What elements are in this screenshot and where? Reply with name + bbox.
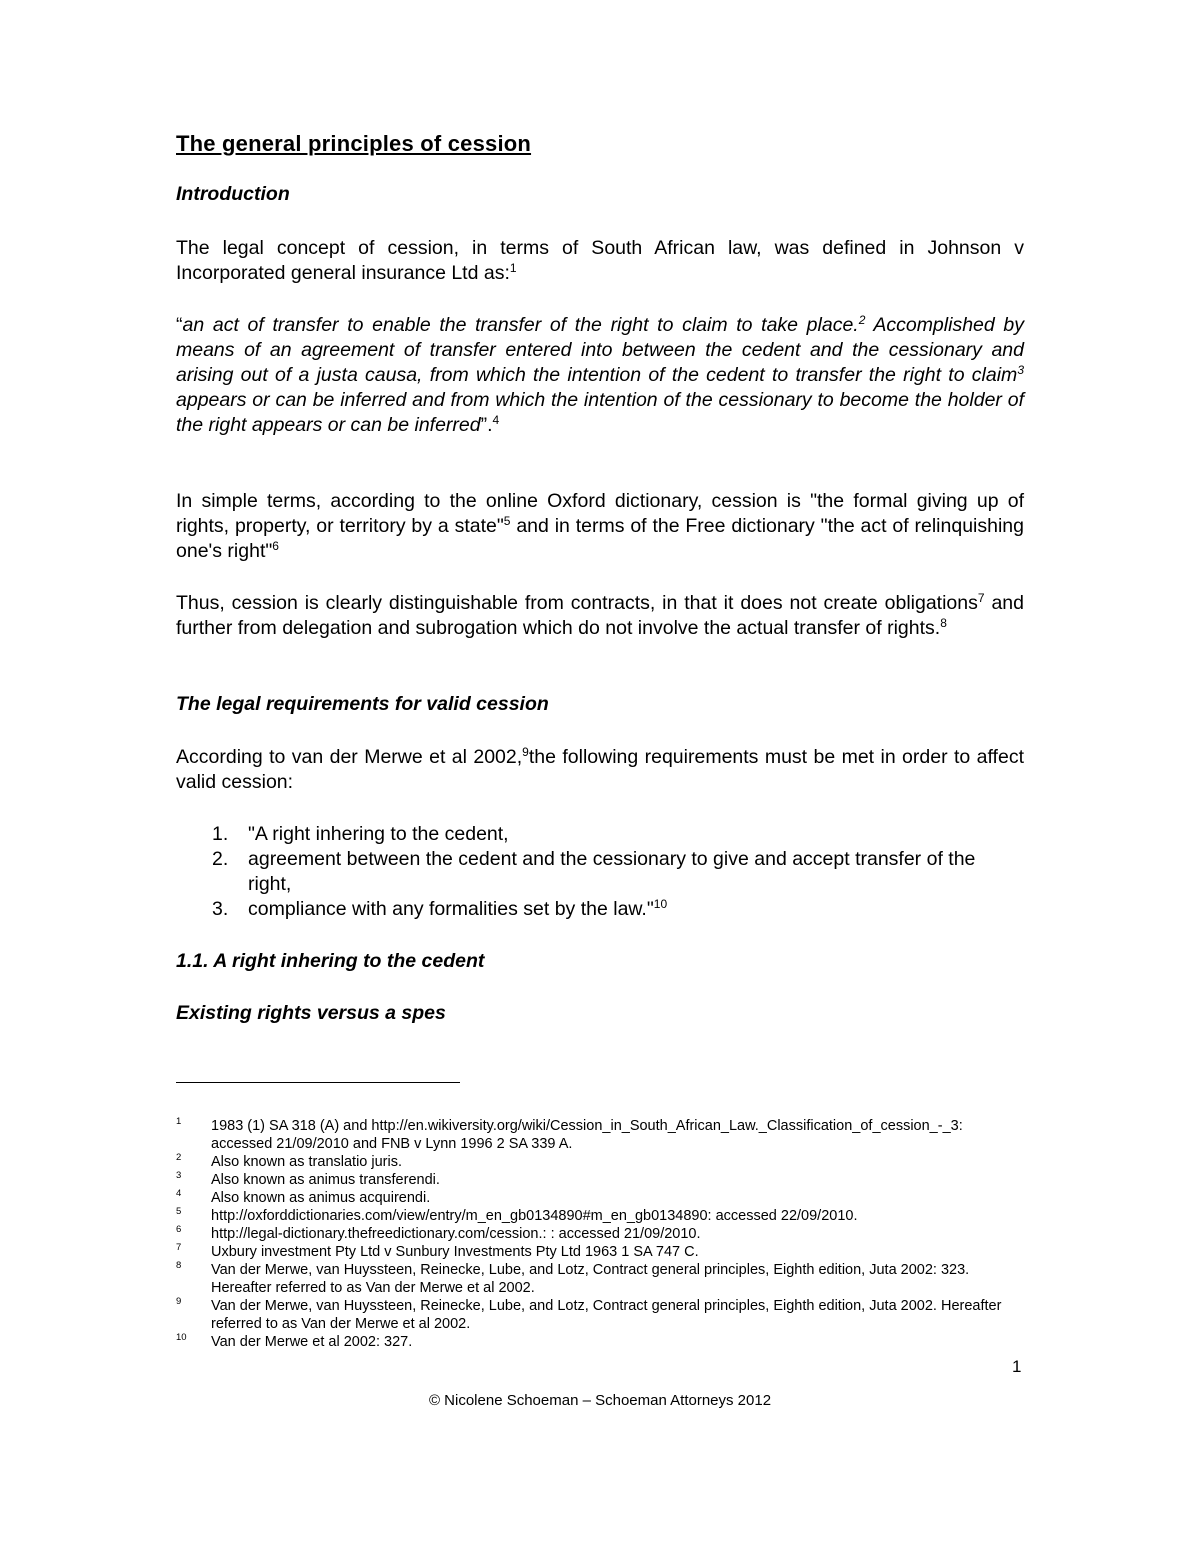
footnote-separator bbox=[176, 1082, 460, 1083]
footnote-number: 8 bbox=[176, 1260, 182, 1271]
page-footer: © Nicolene Schoeman – Schoeman Attorneys 2012 bbox=[428, 1392, 772, 1409]
footnote-ref: 3 bbox=[1017, 363, 1024, 377]
footnote-number: 5 bbox=[176, 1206, 182, 1217]
quote-close-mark: ”. bbox=[480, 414, 493, 436]
paragraph-text: According to van der Merwe et al 2002, bbox=[176, 746, 523, 768]
paragraph-requirements-intro bbox=[176, 745, 1024, 795]
footnote-text: Van der Merwe et al 2002: 327. bbox=[211, 1334, 413, 1350]
paragraph-text: and in terms of the Free dictionary "the act of relinquishing one's right" bbox=[176, 515, 1024, 562]
footnote-number: 6 bbox=[176, 1224, 182, 1235]
footnote-text: Also known as animus acquirendi. bbox=[211, 1190, 431, 1206]
list-item bbox=[176, 897, 1024, 922]
list-item-text: compliance with any formalities set by the law." bbox=[248, 898, 654, 920]
paragraph-text: In simple terms, according to the online Oxford dictionary, cession is "the formal giving up of rights, property, or territory by a state" bbox=[176, 490, 1024, 537]
footnote-text: http://oxforddictionaries.com/view/entry/m_en_gb0134890#m_en_gb0134890: accessed 22/09/2010. bbox=[211, 1208, 858, 1224]
footnote-text: http://legal-dictionary.thefreedictionary.com/cession.: : accessed 21/09/2010. bbox=[211, 1226, 701, 1242]
quote-text: appears or can be inferred and from which the intention of the cessionary to become the holder of the right appears or can be inferred bbox=[176, 389, 1024, 436]
quote-paragraph bbox=[176, 313, 1024, 438]
footnote-number: 10 bbox=[176, 1332, 187, 1343]
list-number: 1. bbox=[212, 823, 229, 845]
footnote-text: Van der Merwe, van Huyssteen, Reinecke, Lube, and Lotz, Contract general principles, Eighth edition, Juta 2002: 323. Hereafter referred to as Van der Merwe et al 2002. bbox=[211, 1262, 970, 1296]
footnote-ref: 2 bbox=[858, 313, 866, 327]
footnote-text: Also known as animus transferendi. bbox=[211, 1172, 440, 1188]
footnote-text: Van der Merwe, van Huyssteen, Reinecke, Lube, and Lotz, Contract general principles, Eighth edition, Juta 2002. Hereafter referred to as Van der Merwe et al 2002. bbox=[211, 1298, 1002, 1332]
footnote-text: Uxbury investment Pty Ltd v Sunbury Investments Pty Ltd 1963 1 SA 747 C. bbox=[211, 1244, 699, 1260]
quote-open-mark: “ bbox=[176, 314, 183, 336]
footnote-text: 1983 (1) SA 318 (A) and http://en.wikiversity.org/wiki/Cession_in_South_African_Law._Classification_of_cession_-_3: accessed 21/09/2010 and FNB v Lynn 1996 2 SA 339 A. bbox=[211, 1118, 963, 1152]
footnote-number: 2 bbox=[176, 1152, 182, 1163]
list-item-text: "A right inhering to the cedent, bbox=[248, 823, 509, 845]
footnote-ref: 6 bbox=[272, 539, 279, 553]
footnote-number: 4 bbox=[176, 1188, 182, 1199]
footnote-number: 7 bbox=[176, 1242, 182, 1253]
footnote-ref: 9 bbox=[522, 745, 529, 759]
list-number: 2. bbox=[212, 848, 229, 870]
footnote-ref: 4 bbox=[492, 413, 500, 427]
list-item-text: agreement between the cedent and the cessionary to give and accept transfer of the right, bbox=[248, 848, 976, 895]
page-title: The general principles of cession bbox=[176, 131, 532, 156]
paragraph-simple-terms bbox=[176, 489, 1024, 564]
list-number: 3. bbox=[212, 898, 229, 920]
footnote-number: 1 bbox=[176, 1116, 182, 1127]
paragraph-text: the following requirements must be met in order to affect valid cession: bbox=[176, 746, 1024, 793]
page-number: 1 bbox=[1012, 1357, 1022, 1376]
paragraph-distinguishable bbox=[176, 591, 1024, 641]
heading-introduction: Introduction bbox=[176, 183, 290, 205]
footnote-ref: 10 bbox=[653, 897, 668, 911]
quote-text: an act of transfer to enable the transfer of the right to claim to take place. bbox=[182, 314, 859, 336]
paragraph-text: The legal concept of cession, in terms of South African law, was defined in Johnson v Incorporated general insurance Ltd as: bbox=[176, 237, 1024, 284]
paragraph-text: and further from delegation and subrogation which do not involve the actual transfer of rights. bbox=[176, 592, 1025, 639]
footnote-ref: 5 bbox=[503, 514, 511, 528]
requirements-list bbox=[176, 822, 1024, 922]
footnote-number: 9 bbox=[176, 1296, 182, 1307]
quote-text: Accomplished by means of an agreement of transfer entered into between the cedent and the cessionary and arising out of a justa causa, from which the intention of the cedent to transfer the right to claim bbox=[176, 314, 1024, 386]
paragraph-text: Thus, cession is clearly distinguishable from contracts, in that it does not create obligations bbox=[176, 592, 978, 614]
heading-existing-rights: Existing rights versus a spes bbox=[176, 1002, 446, 1024]
footnote-ref: 1 bbox=[509, 261, 517, 275]
list-item bbox=[176, 847, 1024, 897]
footnote-text: Also known as translatio juris. bbox=[211, 1154, 402, 1170]
footnote-ref: 8 bbox=[940, 616, 947, 630]
list-item bbox=[176, 822, 1024, 847]
footnote-number: 3 bbox=[176, 1170, 182, 1181]
heading-right-inhering: 1.1. A right inhering to the cedent bbox=[176, 950, 485, 972]
footnote-ref: 7 bbox=[977, 591, 985, 605]
paragraph-definition bbox=[176, 236, 1024, 286]
heading-legal-requirements: The legal requirements for valid cession bbox=[176, 693, 549, 715]
